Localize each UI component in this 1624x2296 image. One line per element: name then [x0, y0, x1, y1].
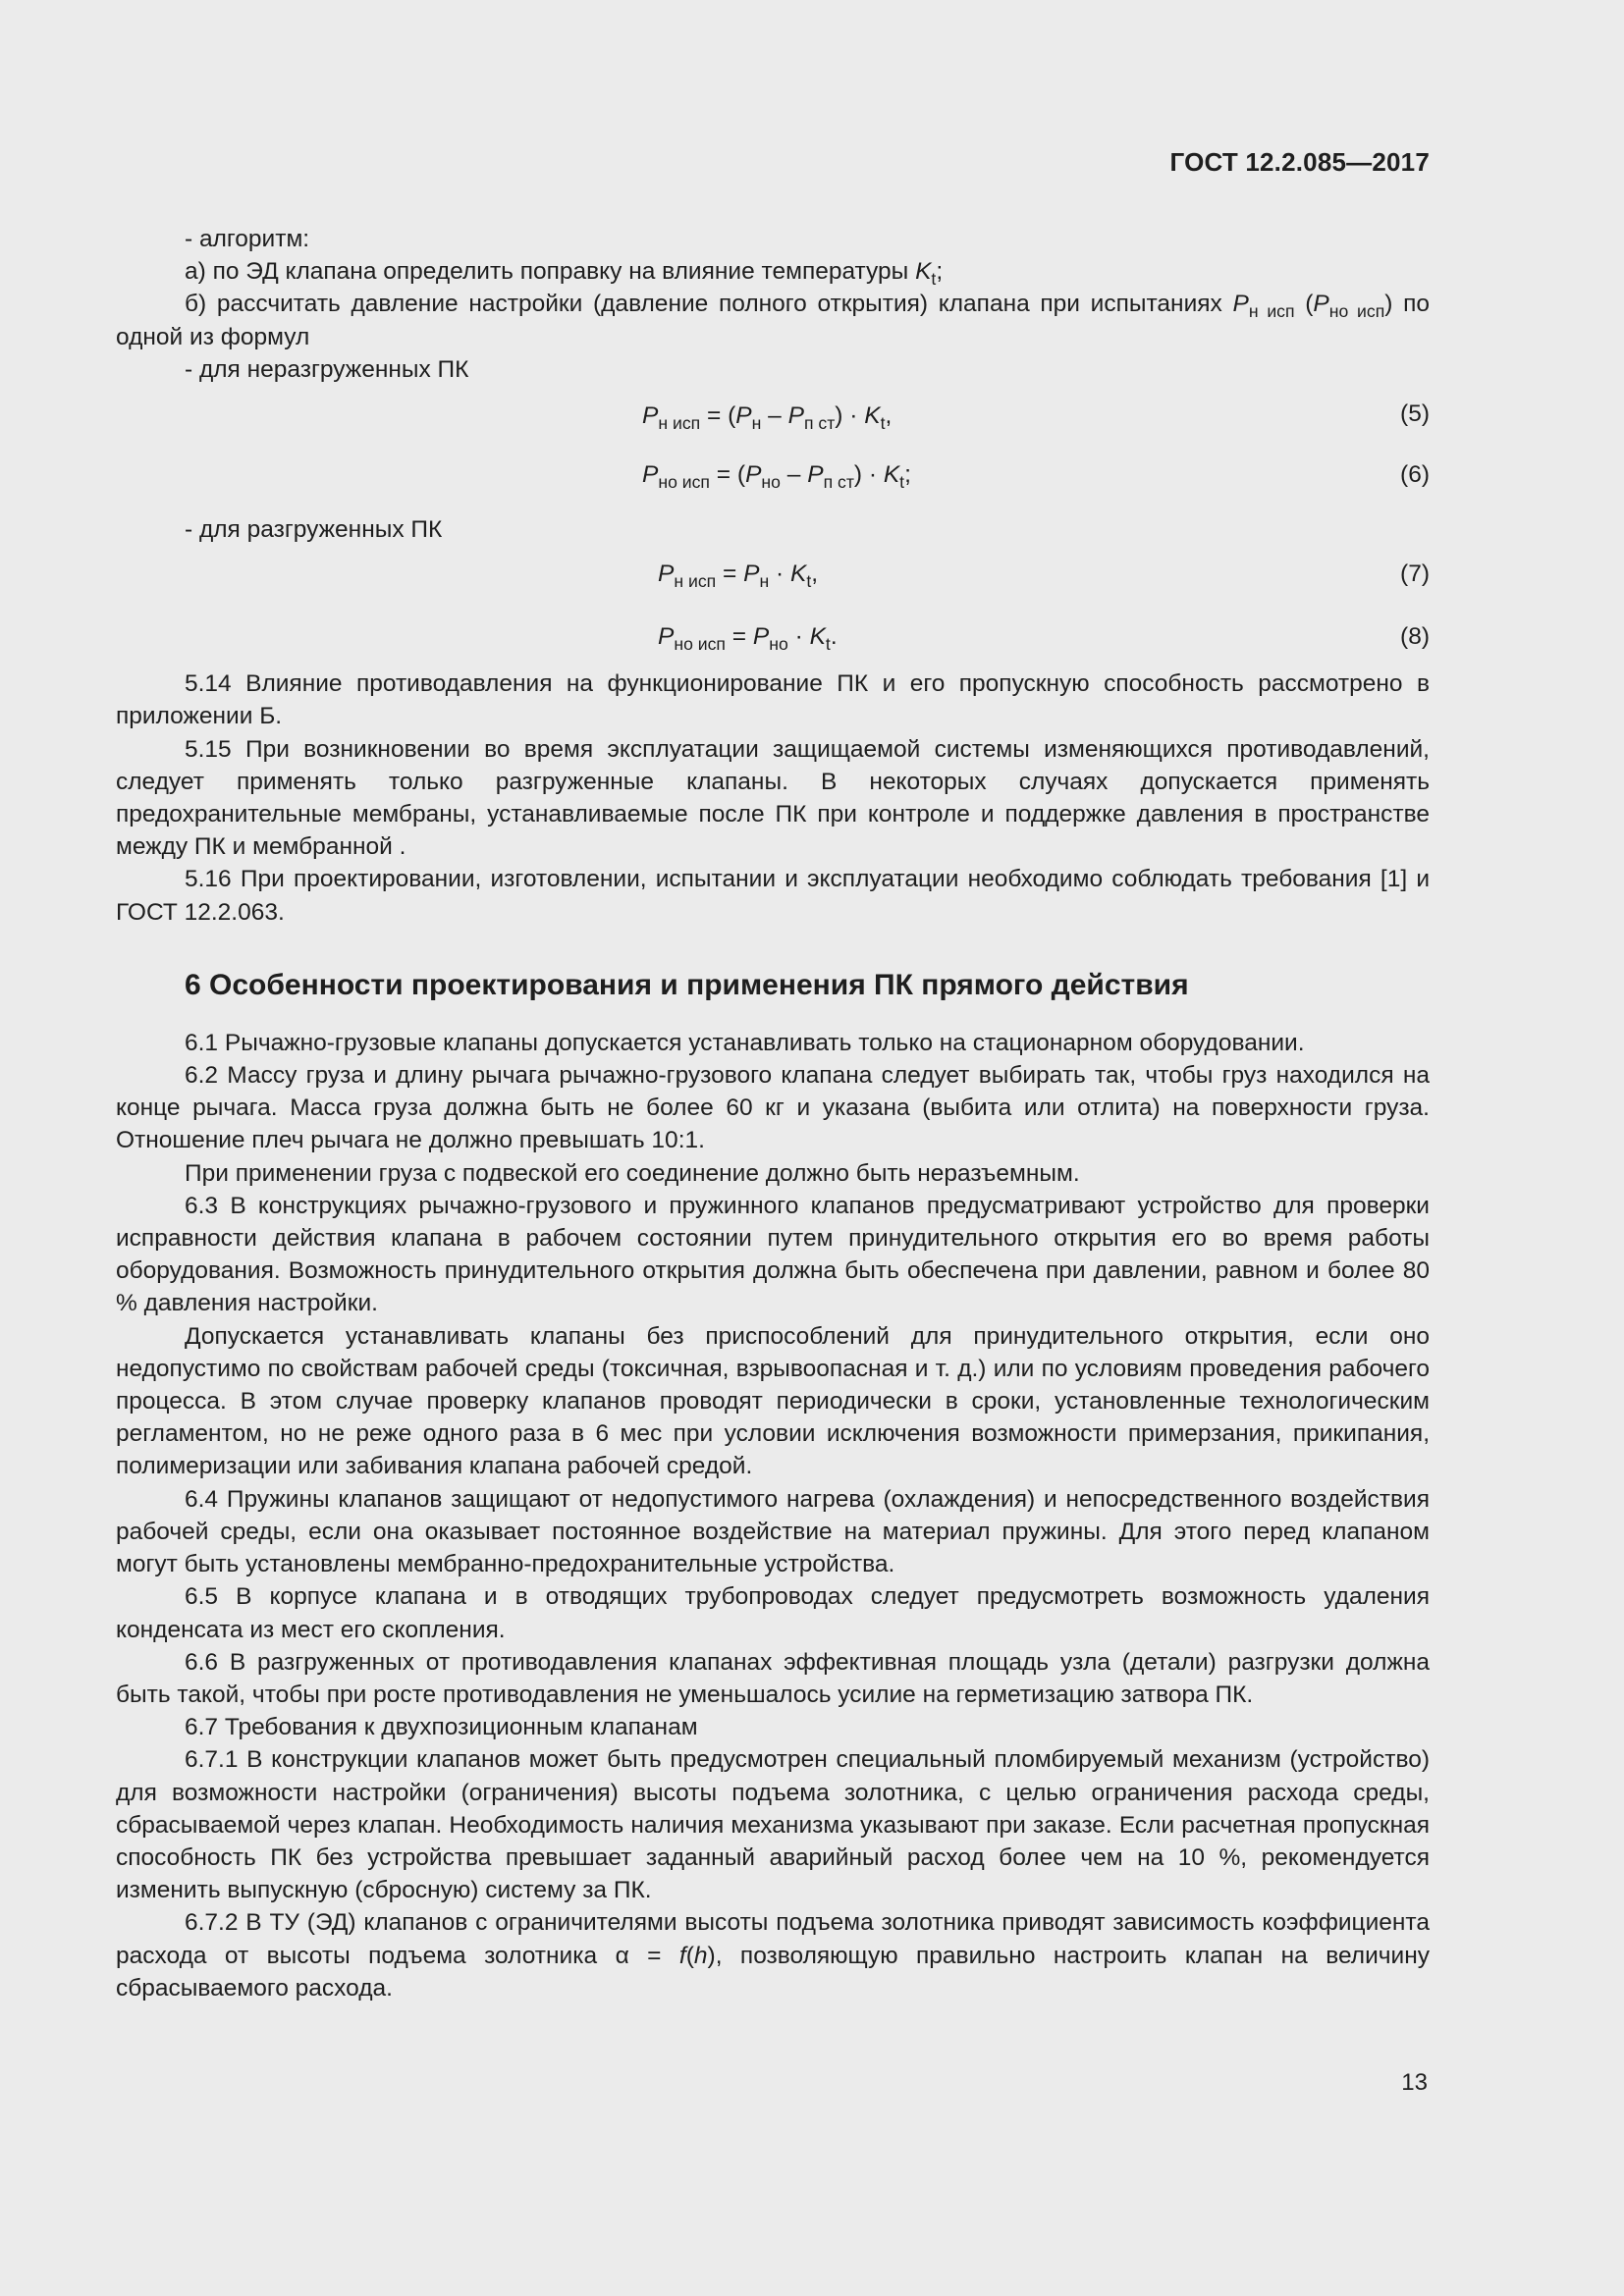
formula-6 — [116, 447, 1430, 509]
paragraph-6-7: 6.7 Требования к двухпозиционным клапанам — [185, 1714, 698, 1741]
section-6-heading: 6 Особенности проектирования и применения ПК прямого действия — [185, 968, 1189, 1001]
page-content — [116, 223, 1430, 2004]
paragraph-5-15: 5.15 При возникновении во время эксплуатации защищаемой системы изменяющихся противодавлений, следует применять только разгруженные клапаны. В некоторых случаях допускается применять предохранительные мембраны, устанавливаемые после ПК при контроле и поддержке давления в пространстве между ПК и мембранной . — [116, 735, 1430, 861]
document-code-header: ГОСТ 12.2.085—2017 — [1169, 147, 1430, 177]
algorithm-label: - алгоритм: — [185, 226, 310, 252]
formula-5-expression: $P_{н исп} = (P_н - P_{п ст}) \cdot K_t$, — [642, 402, 893, 434]
formula-7 — [116, 546, 1430, 609]
paragraph-6-4: 6.4 Пружины клапанов защищают от недопустимого нагрева (охлаждения) и непосредственного воздействия рабочей среды, если она оказывает постоянное воздействие на материал пружины. Для этого перед клапаном могут быть установлены мембранно-предохранительные устройства. — [116, 1485, 1430, 1578]
paragraph-6-2-suspension: При применении груза с подвеской его соединение должно быть неразъемным. — [185, 1159, 1080, 1187]
paragraph-6-3: 6.3 В конструкциях рычажно-грузового и пружинного клапанов предусматривают устройство для проверки исправности действия клапана в рабочем состоянии путем принудительного открытия его во время работы оборудования. Возможность принудительного открытия должна быть обеспечена при давлении, равном и более 80 % давления настройки. — [116, 1192, 1430, 1317]
paragraph-5-14: 5.14 Влияние противодавления на функционирование ПК и его пропускную способность рассмотрено в приложении Б. — [116, 670, 1430, 730]
formula-8 — [116, 609, 1430, 667]
formula-6-expression: $P_{но исп} = (P_{но} - P_{п ст}) \cdot K_t$; — [642, 461, 911, 493]
paragraph-6-1: 6.1 Рычажно-грузовые клапаны допускается устанавливать только на стационарном оборудовании. — [185, 1029, 1305, 1056]
formula-6-number: (6) — [1400, 461, 1430, 489]
formula-8-number: (8) — [1400, 623, 1430, 651]
loaded-pk-label: - для разгруженных ПК — [185, 516, 443, 544]
unloaded-pk-label: - для неразгруженных ПК — [185, 355, 469, 383]
paragraph-6-6: 6.6 В разгруженных от противодавления клапанах эффективная площадь узла (детали) разгрузки должна быть такой, чтобы при росте противодавления не уменьшалось усилие на герметизацию затвора ПК. — [116, 1648, 1430, 1708]
formula-5-number: (5) — [1400, 400, 1430, 428]
paragraph-6-5: 6.5 В корпусе клапана и в отводящих трубопроводах следует предусмотреть возможность удаления конденсата из мест его скопления. — [116, 1583, 1430, 1643]
paragraph-6-7-1: 6.7.1 В конструкции клапанов может быть предусмотрен специальный пломбируемый механизм (устройство) для возможности настройки (ограничения) высоты подъема золотника, с целью ограничения расхода среды, сбрасываемой через клапан. Необходимость наличия механизма указывают при заказе. Если расчетная пропускная способность ПК без устройства превышает заданный аварийный расход более чем на 10 %, рекомендуется изменить выпускную (сбросную) систему за ПК. — [116, 1746, 1430, 1904]
formula-7-expression: $P_{н исп} = P_н \cdot K_t$, — [658, 561, 819, 592]
step-b: б) рассчитать давление настройки (давление полного открытия) клапана при испытаниях $P_{н исп}$ $(P_{но исп})$ по одной из формул — [116, 291, 1431, 350]
formula-8-expression: $P_{но исп} = P_{но} \cdot K_t$. — [658, 623, 838, 655]
formula-7-number: (7) — [1400, 561, 1430, 588]
page-number: 13 — [1401, 2069, 1428, 2096]
paragraph-5-16: 5.16 При проектировании, изготовлении, испытании и эксплуатации необходимо соблюдать требования [1] и ГОСТ 12.2.063. — [116, 866, 1430, 926]
paragraph-6-3-allowance: Допускается устанавливать клапаны без приспособлений для принудительного открытия, если оно недопустимо по свойствам рабочей среды (токсичная, взрывоопасная и т. д.) или по условиям проведения рабочего процесса. В этом случае проверку клапанов проводят периодически в сроки, установленные технологическим регламентом, но не реже одного раза в 6 мес при условии исключения возможности примерзания, прикипания, полимеризации или забивания клапана рабочей средой. — [116, 1322, 1430, 1480]
step-a: а) по ЭД клапана определить поправку на влияние температуры $K_t$; — [185, 258, 944, 290]
formula-5 — [116, 386, 1430, 447]
paragraph-6-2: 6.2 Массу груза и длину рычага рычажно-грузового клапана следует выбирать так, чтобы груз находился на конце рычага. Масса груза должна быть не более 60 кг и указана (выбита или отлита) на поверхности груза. Отношение плеч рычага не должно превышать 10:1. — [116, 1062, 1430, 1154]
paragraph-6-7-2: 6.7.2 В ТУ (ЭД) клапанов с ограничителями высоты подъема золотника приводят зависимость коэффициента расхода от высоты подъема золотника α = f(h), позволяющую правильно настроить клапан на величину сбрасываемого расхода. — [116, 1909, 1430, 2002]
